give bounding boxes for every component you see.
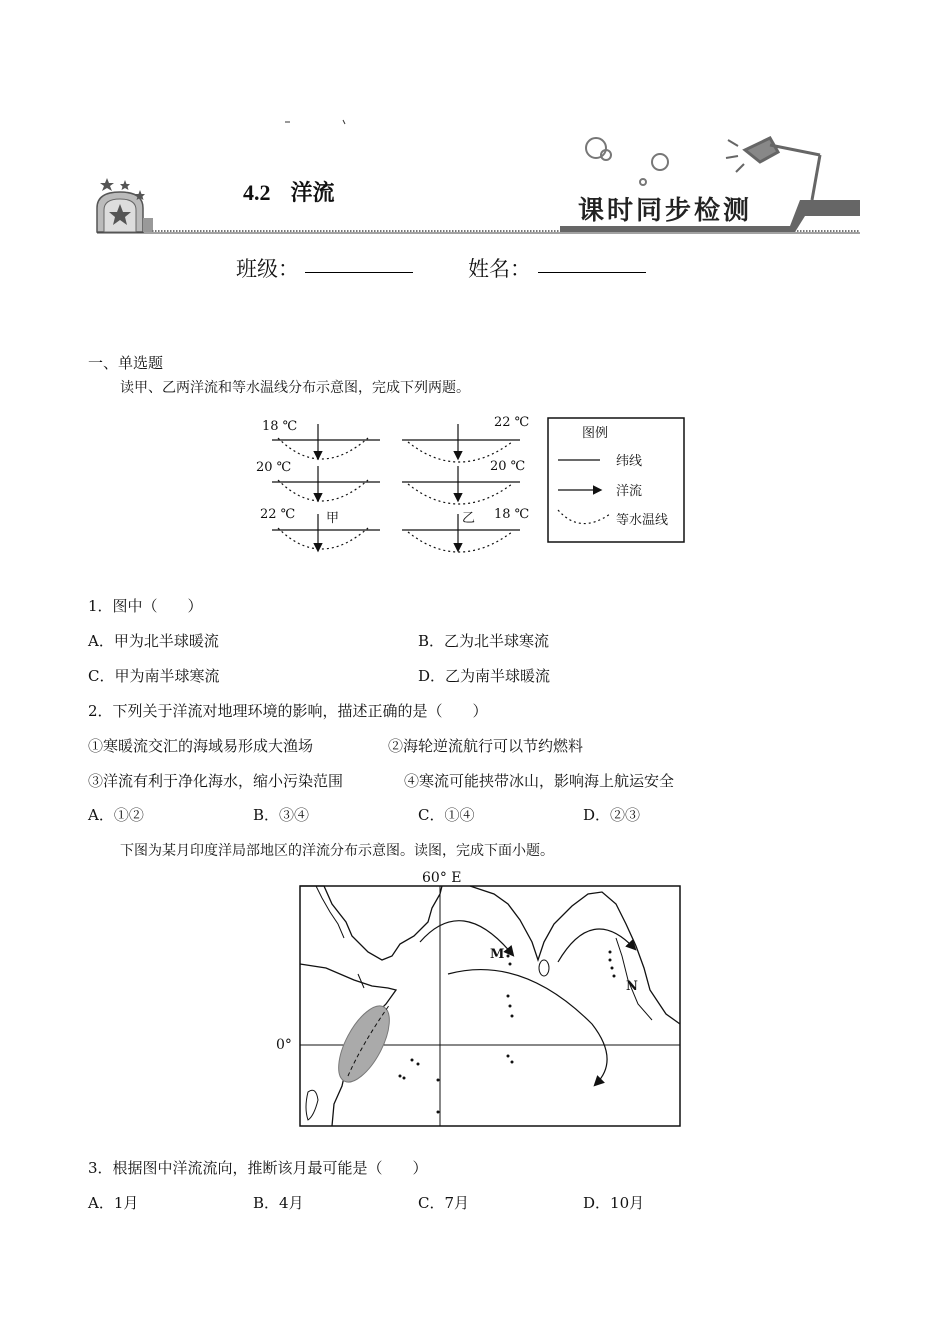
q1-option-d[interactable]: D．乙为南半球暖流 — [418, 667, 551, 685]
q1-stem: 1．图中（ ） — [88, 597, 203, 615]
q2-option-c[interactable]: C．①④ — [418, 806, 475, 824]
right-isotherm-3: 18 ℃ — [494, 507, 530, 522]
indian-ocean-map — [272, 864, 692, 1132]
q3-option-b[interactable]: B．4月 — [253, 1194, 304, 1212]
q2-statement-3: ③洋流有利于净化海水，缩小污染范围 — [88, 772, 344, 790]
q3-stem: 3．根据图中洋流流向，推断该月最可能是（ ） — [88, 1159, 428, 1177]
q1-option-a[interactable]: A．甲为北半球暖流 — [88, 632, 219, 650]
right-isotherm-2: 20 ℃ — [490, 459, 526, 474]
legend-title: 图例 — [582, 426, 609, 441]
isotherm-diagram — [250, 410, 690, 560]
legend-isotherm: 等水温线 — [616, 513, 669, 528]
map-longitude-label: 60° E — [422, 870, 462, 886]
section-heading: 一、单选题 — [88, 354, 164, 372]
q2-statement-1: ①寒暖流交汇的海域易形成大渔场 — [88, 737, 314, 755]
legend-latitude: 纬线 — [616, 454, 643, 469]
q1-option-b[interactable]: B．乙为北半球寒流 — [418, 632, 550, 650]
group2-intro: 下图为某月印度洋局部地区的洋流分布示意图。读图，完成下面小题。 — [120, 843, 554, 859]
left-isotherm-3: 22 ℃ — [260, 507, 296, 522]
q2-statement-2: ②海轮逆流航行可以节约燃料 — [388, 737, 584, 755]
group1-intro: 读甲、乙两洋流和等水温线分布示意图，完成下列两题。 — [120, 380, 470, 396]
q3-option-d[interactable]: D．10月 — [583, 1194, 645, 1212]
bubble-decoration-icon — [586, 138, 668, 185]
left-isotherm-1: 18 ℃ — [262, 419, 298, 434]
star-badge-icon — [97, 178, 153, 232]
map-point-m: M — [490, 947, 505, 962]
q2-option-b[interactable]: B．③④ — [253, 806, 310, 824]
map-point-n: N — [626, 979, 638, 994]
q2-option-a[interactable]: A．①② — [88, 806, 144, 824]
q3-option-c[interactable]: C．7月 — [418, 1194, 470, 1212]
lesson-number: 4.2 — [243, 180, 271, 205]
legend-current: 洋流 — [616, 484, 643, 499]
q3-option-a[interactable]: A．1月 — [88, 1194, 139, 1212]
q2-option-d[interactable]: D．②③ — [583, 806, 641, 824]
lesson-name: 洋流 — [290, 180, 335, 205]
current-yi-label: 乙 — [462, 511, 476, 526]
lesson-title — [243, 176, 335, 207]
q2-stem: 2．下列关于洋流对地理环境的影响，描述正确的是（ ） — [88, 702, 488, 720]
name-label: 姓名： — [468, 257, 531, 281]
header-banner — [0, 100, 950, 250]
class-field[interactable] — [305, 272, 413, 273]
map-equator-label: 0° — [276, 1037, 292, 1053]
class-label: 班级： — [236, 257, 299, 281]
right-isotherm-1: 22 ℃ — [494, 415, 530, 430]
left-isotherm-2: 20 ℃ — [256, 460, 292, 475]
q1-option-c[interactable]: C．甲为南半球寒流 — [88, 667, 220, 685]
series-title: 课时同步检测 — [578, 196, 753, 226]
name-field[interactable] — [538, 272, 646, 273]
current-jia-label: 甲 — [326, 511, 340, 526]
q2-statement-4: ④寒流可能挟带冰山，影响海上航运安全 — [404, 772, 675, 790]
